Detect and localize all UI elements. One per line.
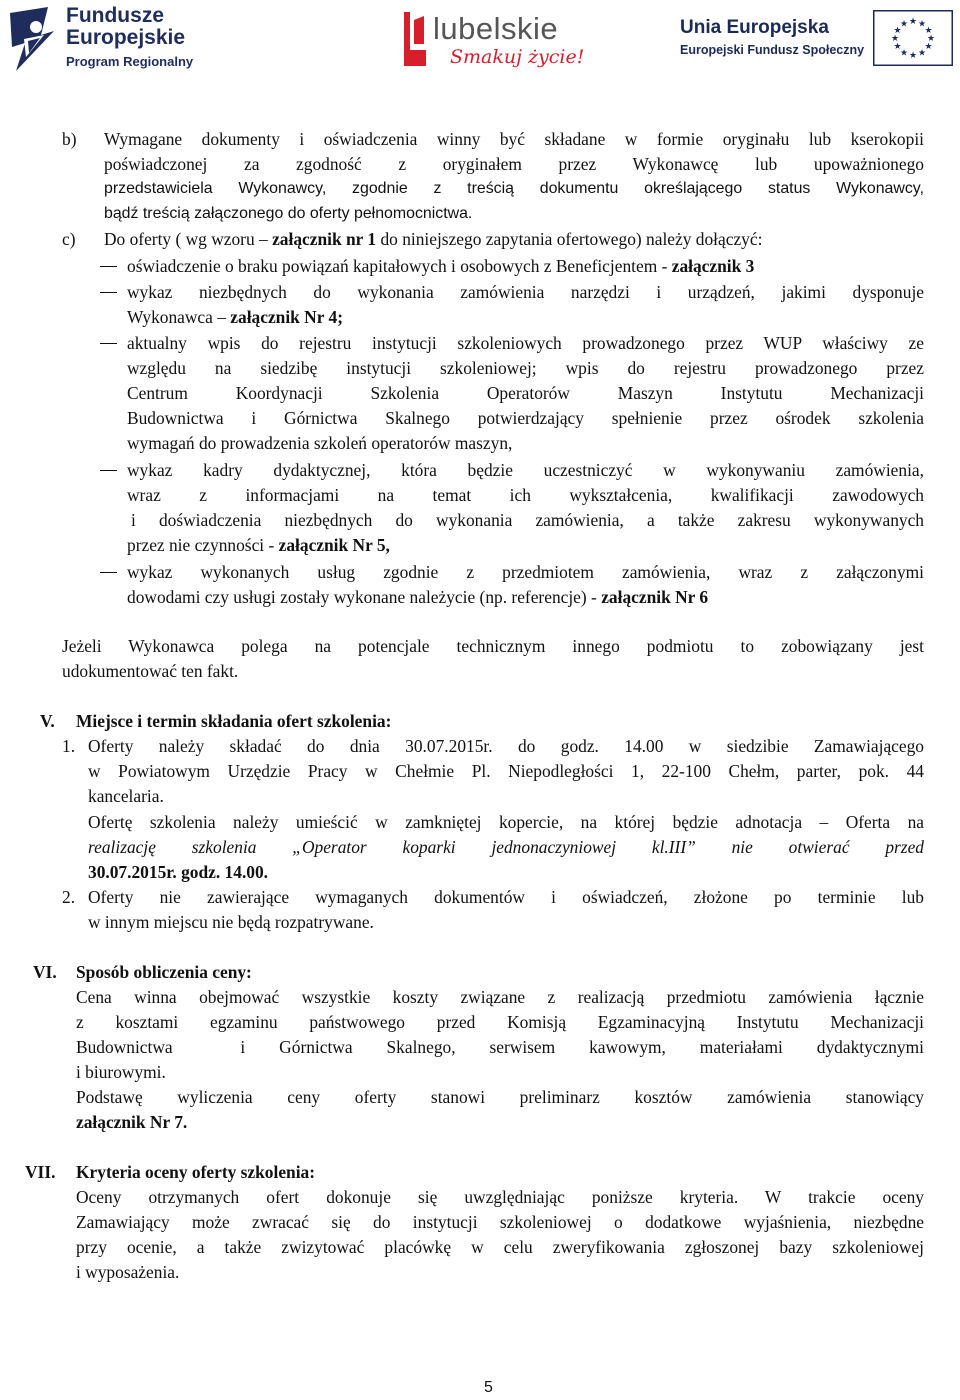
c-dash4-last — [127, 533, 390, 557]
dash-marker — [100, 470, 117, 471]
svg-text:★: ★ — [926, 34, 936, 44]
section-vii-num: VII. — [25, 1162, 56, 1182]
item-c-intro-bold: załącznik nr 1 — [272, 229, 377, 249]
section-vii-line: przy ocenie, a także zwizytować placówkę w celu zweryfikowania zgłoszonej bazy szkoleniowej — [76, 1237, 924, 1257]
section-vii-line: Oceny otrzymanych ofert dokonuje się uwzględniając poniższe kryteria. W trakcie oceny — [76, 1187, 924, 1207]
item-b-marker: b) — [62, 129, 77, 149]
svg-text:★: ★ — [893, 42, 902, 52]
fundusze-europejskie-logo-icon — [8, 5, 58, 75]
fe-line3: Program Regionalny — [66, 54, 194, 69]
section-vi-line: Podstawę wyliczenia ceny oferty stanowi preliminarz kosztów zamówienia stanowiący — [76, 1087, 924, 1107]
c-dash4-last-text: przez nie czynności - — [127, 535, 275, 555]
c-dash4-line: wraz z informacjami na temat ich wykształcenia, kwalifikacji zawodowych — [127, 485, 924, 505]
page-number: 5 — [484, 1379, 493, 1396]
item-c-marker: c) — [62, 229, 76, 249]
c-dash1-bold: załącznik 3 — [671, 256, 755, 276]
section-v-p1b-line1: Ofertę szkolenia należy umieścić w zamkniętej kopercie, na której będzie adnotacja – Oferta na — [88, 812, 924, 832]
lubelskie-emblem-icon — [398, 10, 430, 68]
section-vi-line: Cena winna obejmować wszystkie koszty związane z realizacją przedmiotu zamówienia łącznie — [76, 987, 924, 1007]
dash-marker — [100, 343, 117, 344]
section-v-p2-line: Oferty nie zawierające wymaganych dokumentów i oświadczeń, złożone po terminie lub — [88, 887, 924, 907]
c-dash3-line: Budownictwa i Górnictwa Skalnego potwierdzający spełnienie przez ośrodek szkolenia — [127, 408, 924, 428]
section-v-p1b-line2: realizację szkolenia „Operator koparki jednonaczyniowej kl.III” nie otwierać przed — [88, 837, 924, 857]
svg-text:★: ★ — [899, 19, 909, 30]
c-dash4-line: i doświadczenia niezbędnych do wykonania zamówienia, a także zakresu wykonywanych — [131, 510, 924, 530]
fe-line2: Europejskie — [66, 26, 186, 49]
svg-text:★: ★ — [924, 42, 933, 52]
section-v-p1b-line3: 30.07.2015r. godz. 14.00. — [88, 862, 269, 882]
c-dash3-line: względu na siedzibę instytucji szkoleniowej; wpis do rejestru prowadzonego przez — [127, 358, 924, 378]
section-v-p1-line: w Powiatowym Urzędzie Pracy w Chełmie Pl. Niepodległości 1, 22-100 Chełm, parter, pok. 44 — [88, 761, 924, 781]
fe-line1: Fundusze — [66, 4, 164, 27]
potential-line: udokumentować ten fakt. — [62, 661, 239, 681]
c-dash3-line: Centrum Koordynacji Szkolenia Operatorów Maszyn Instytutu Mechanizacji — [127, 383, 924, 403]
svg-text:★: ★ — [890, 34, 900, 44]
svg-text:★: ★ — [893, 26, 902, 36]
c-dash2-line1: wykaz niezbędnych do wykonania zamówienia narzędzi i urządzeń, jakimi dysponuje — [127, 282, 924, 302]
c-dash1-text: oświadczenie o braku powiązań kapitałowych i osobowych z Beneficjentem - — [127, 256, 668, 276]
c-dash1-line — [127, 254, 754, 278]
svg-text:★: ★ — [917, 48, 927, 59]
section-v-p2-line: w innym miejscu nie będą rozpatrywane. — [88, 912, 374, 932]
c-dash2-bold: załącznik Nr 4; — [230, 307, 343, 327]
section-v-p1-num: 1. — [62, 736, 76, 756]
section-v-p2-num: 2. — [62, 887, 76, 907]
section-v-num: V. — [40, 711, 55, 731]
dash-marker — [100, 266, 117, 267]
svg-text:★: ★ — [908, 17, 918, 27]
svg-text:★: ★ — [917, 19, 927, 30]
ue-title: Unia Europejska — [680, 17, 829, 38]
section-vi-line: z kosztami egzaminu państwowego przed Komisją Egzaminacyjną Instytutu Mechanizacji — [76, 1012, 924, 1032]
section-v-p1-line: kancelaria. — [88, 786, 164, 806]
section-vi-line: Budownictwa i Górnictwa Skalnego, serwisem kawowym, materiałami dydaktycznymi — [76, 1037, 924, 1057]
c-dash2-line2 — [127, 305, 343, 329]
section-vii-line: i wyposażenia. — [76, 1262, 180, 1282]
section-vii-title: Kryteria oceny oferty szkolenia: — [76, 1162, 316, 1182]
ue-subtitle: Europejski Fundusz Społeczny — [680, 43, 865, 57]
section-v-title: Miejsce i termin składania ofert szkolenia: — [76, 711, 392, 731]
eu-flag-icon — [873, 10, 953, 66]
item-c-intro-before: Do oferty ( wg wzoru – — [104, 229, 268, 249]
c-dash2-text: Wykonawca – — [127, 307, 226, 327]
section-vi-num: VI. — [33, 962, 57, 982]
potential-line: Jeżeli Wykonawca polega na potencjale technicznym innego podmiotu to zobowiązany jest — [62, 636, 924, 656]
svg-text:★: ★ — [899, 48, 909, 59]
dash-marker — [100, 292, 117, 293]
c-dash3-line: aktualny wpis do rejestru instytucji szkoleniowych prowadzonego przez WUP właściwy ze — [127, 333, 924, 353]
section-vii-line: Zamawiający może zwracać się do instytucji szkoleniowej o dodatkowe wyjaśnienia, niezbędne — [76, 1212, 924, 1232]
section-vi-last: załącznik Nr 7. — [76, 1112, 188, 1132]
svg-text:★: ★ — [924, 26, 933, 36]
item-b-line: poświadczonej za zgodność z oryginałem przez Wykonawcę lub upoważnionego — [104, 154, 924, 174]
svg-text:★: ★ — [908, 51, 918, 61]
item-b-line: przedstawiciela Wykonawcy, zgodnie z treścią dokumentu określającego status Wykonawcy, — [104, 180, 924, 197]
c-dash4-line: wykaz kadry dydaktycznej, która będzie uczestniczyć w wykonywaniu zamówienia, — [127, 460, 924, 480]
c-dash3-line: wymagań do prowadzenia szkoleń operatorów maszyn, — [127, 433, 513, 453]
item-c-intro-after: do niniejszego zapytania ofertowego) należy dołączyć: — [380, 229, 763, 249]
c-dash5-line1: wykaz wykonanych usług zgodnie z przedmiotem zamówienia, wraz z załączonymi — [127, 562, 924, 582]
lubelskie-slogan: Smakuj życie! — [450, 46, 585, 68]
item-b-line: Wymagane dokumenty i oświadczenia winny być składane w formie oryginału lub kserokopii — [104, 129, 924, 149]
dash-marker — [100, 572, 117, 573]
section-v-p1-line: Oferty należy składać do dnia 30.07.2015r. do godz. 14.00 w siedzibie Zamawiającego — [88, 736, 924, 756]
c-dash5-bold: załącznik Nr 6 — [601, 587, 709, 607]
item-c-intro — [104, 227, 762, 251]
c-dash5-text: dowodami czy usługi zostały wykonane należycie (np. referencje) - — [127, 587, 597, 607]
section-vi-line: i biurowymi. — [76, 1062, 166, 1082]
lubelskie-name: lubelskie — [433, 11, 559, 46]
item-b-line: bądź treścią załączonego do oferty pełnomocnictwa. — [104, 205, 473, 222]
section-vi-title: Sposób obliczenia ceny: — [76, 962, 252, 982]
c-dash4-last-bold: załącznik Nr 5, — [278, 535, 390, 555]
c-dash5-line2 — [127, 585, 708, 609]
